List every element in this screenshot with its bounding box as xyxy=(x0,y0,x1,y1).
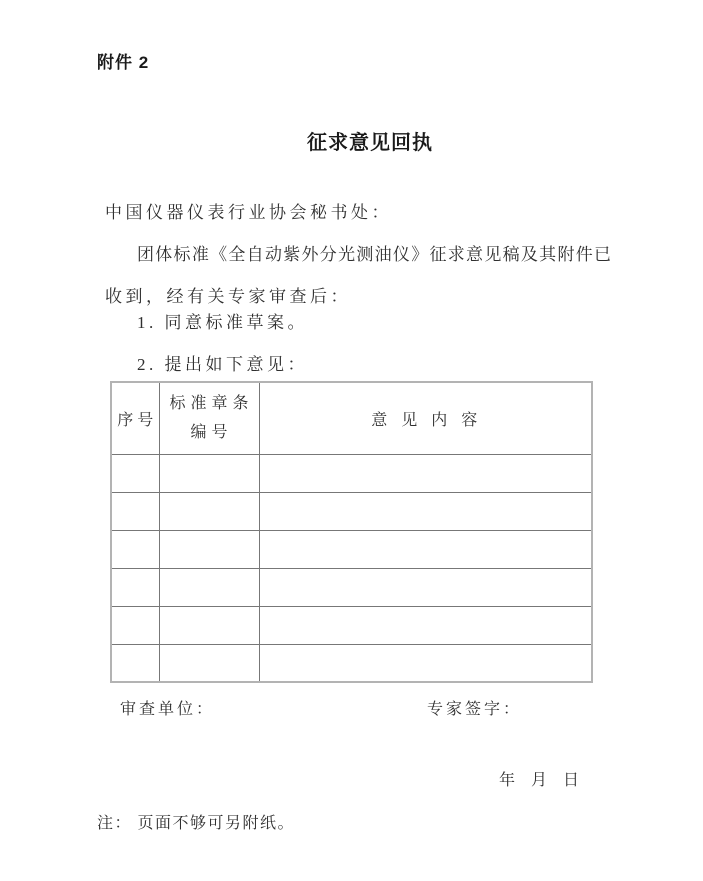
table-row xyxy=(111,454,592,492)
table-cell-empty xyxy=(111,530,159,568)
column-header-content xyxy=(259,382,592,454)
comments-table-body xyxy=(111,454,592,682)
table-row xyxy=(111,530,592,568)
table-cell-empty xyxy=(111,568,159,606)
list-item-comments: 2. 提出如下意见： xyxy=(137,355,308,374)
table-row xyxy=(111,644,592,682)
expert-signature-label: 专家签字： xyxy=(427,701,523,718)
table-cell-empty xyxy=(111,454,159,492)
table-cell-empty xyxy=(159,568,259,606)
comments-table xyxy=(110,381,593,683)
table-row xyxy=(111,606,592,644)
table-row xyxy=(111,492,592,530)
column-header-clause-line2: 编号 xyxy=(190,424,233,442)
table-header-row xyxy=(111,382,592,454)
table-cell-empty xyxy=(259,530,592,568)
column-header-index xyxy=(111,382,159,454)
footnote: 注： 页面不够可另附纸。 xyxy=(97,815,296,832)
table-cell-empty xyxy=(159,454,259,492)
table-cell-empty xyxy=(111,644,159,682)
page-title: 征求意见回执 xyxy=(307,132,433,154)
column-header-index-label: 序号 xyxy=(117,411,158,429)
table-cell-empty xyxy=(159,492,259,530)
table-cell-empty xyxy=(259,644,592,682)
table-cell-empty xyxy=(259,606,592,644)
table-cell-empty xyxy=(111,492,159,530)
table-cell-empty xyxy=(259,492,592,530)
table-cell-empty xyxy=(111,606,159,644)
attachment-label: 附件 2 xyxy=(97,53,150,72)
body-paragraph-line2: 收到，经有关专家审查后： xyxy=(105,287,351,306)
table-cell-empty xyxy=(159,606,259,644)
salutation-line: 中国仪器仪表行业协会秘书处： xyxy=(105,203,392,222)
table-cell-empty xyxy=(259,568,592,606)
table-cell-empty xyxy=(159,530,259,568)
list-item-agree: 1. 同意标准草案。 xyxy=(137,313,308,332)
date-placeholder: 年 月 日 xyxy=(499,772,581,789)
column-header-clause-line1: 标准章条 xyxy=(169,395,254,413)
body-paragraph-line1: 团体标准《全自动紫外分光测油仪》征求意见稿及其附件已 xyxy=(137,245,611,264)
column-header-clause xyxy=(159,382,259,454)
table-row xyxy=(111,568,592,606)
review-unit-label: 审查单位： xyxy=(120,701,216,718)
column-header-content-label: 意 见 内 容 xyxy=(371,411,480,429)
table-cell-empty xyxy=(159,644,259,682)
table-cell-empty xyxy=(259,454,592,492)
